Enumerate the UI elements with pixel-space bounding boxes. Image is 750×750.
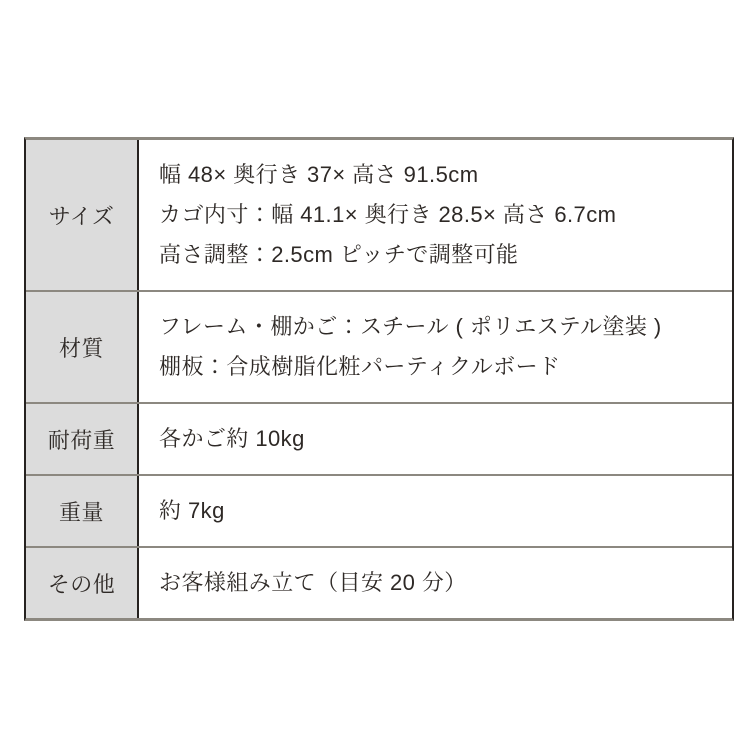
spec-row: [26, 292, 732, 404]
spec-row-value: [139, 404, 732, 474]
spec-row-header: その他: [26, 548, 139, 618]
spec-row-value: [139, 140, 732, 290]
spec-row-header: 耐荷重: [26, 404, 139, 474]
spec-row-value: [139, 476, 732, 546]
spec-line: 各かご約 10kg: [159, 426, 305, 451]
spec-line: カゴ内寸：幅 41.1× 奥行き 28.5× 高さ 6.7cm: [159, 202, 617, 227]
spec-line: フレーム・棚かご：スチール ( ポリエステル塗装 ): [159, 314, 662, 339]
spec-row-value: [139, 292, 732, 402]
spec-row-header: サイズ: [26, 140, 139, 290]
spec-line: 約 7kg: [159, 498, 225, 523]
spec-line: お客様組み立て（目安 20 分）: [159, 570, 467, 595]
spec-row-value: [139, 548, 732, 618]
spec-row: [26, 476, 732, 548]
spec-row: [26, 140, 732, 292]
spec-row: [26, 548, 732, 618]
spec-line: 幅 48× 奥行き 37× 高さ 91.5cm: [159, 162, 479, 187]
spec-table: [24, 137, 734, 621]
spec-line: 棚板：合成樹脂化粧パーティクルボード: [159, 354, 561, 379]
spec-row-header: 材質: [26, 292, 139, 402]
spec-row: [26, 404, 732, 476]
spec-line: 高さ調整：2.5cm ピッチで調整可能: [159, 242, 519, 267]
spec-row-header: 重量: [26, 476, 139, 546]
